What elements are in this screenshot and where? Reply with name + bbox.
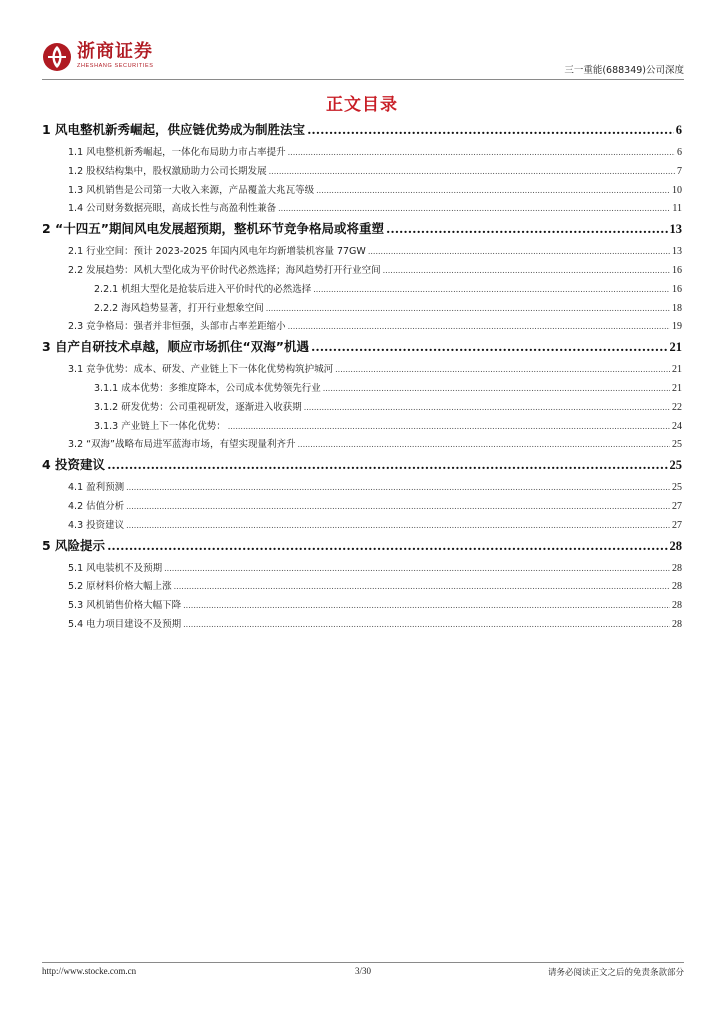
toc-entry-label: 3.1.1 成本优势：多维度降本，公司成本优势领先行业 bbox=[94, 382, 321, 394]
toc-entry-page: 13 bbox=[672, 246, 682, 258]
toc-entry-page: 28 bbox=[672, 618, 682, 630]
toc-leader-dots bbox=[307, 122, 674, 137]
disclaimer-note: 请务必阅读正文之后的免责条款部分 bbox=[547, 968, 684, 978]
toc-entry-page: 25 bbox=[672, 482, 682, 494]
toc-entry-label: 4.2 估值分析 bbox=[68, 500, 125, 512]
toc-leader-dots bbox=[316, 186, 670, 195]
toc-entry-page: 16 bbox=[672, 264, 682, 276]
toc-entry-page: 6 bbox=[677, 147, 682, 158]
toc-entry[interactable] bbox=[42, 436, 682, 455]
toc-entry-page: 16 bbox=[672, 283, 682, 295]
toc-leader-dots bbox=[297, 440, 670, 449]
toc-entry-label: 4 投资建议 bbox=[42, 457, 106, 473]
toc-entry-label: 1.3 风机销售是公司第一大收入来源，产品覆盖大兆瓦等级 bbox=[68, 184, 315, 196]
toc-entry-page: 25 bbox=[672, 439, 682, 451]
toc-entry-label: 2.3 竞争格局：强者并非恒强，头部市占率差距缩小 bbox=[68, 321, 286, 333]
toc-entry-page: 10 bbox=[672, 184, 682, 196]
toc-entry-label: 2 “十四五”期间风电发展超预期，整机环节竞争格局或将重塑 bbox=[42, 221, 384, 237]
toc-entry[interactable] bbox=[42, 219, 682, 243]
toc-leader-dots bbox=[126, 502, 670, 511]
toc-entry-label: 2.2.1 机组大型化是抢装后进入平价时代的必然选择 bbox=[94, 283, 312, 295]
toc-entry-label: 5.3 风机销售价格大幅下降 bbox=[68, 600, 182, 612]
table-of-contents bbox=[42, 120, 682, 635]
toc-entry-label: 5 风险提示 bbox=[42, 537, 106, 553]
toc-entry-page: 28 bbox=[672, 600, 682, 612]
header-divider bbox=[42, 79, 684, 80]
toc-entry-page: 27 bbox=[672, 519, 682, 531]
toc-entry-page: 18 bbox=[672, 302, 682, 314]
toc-leader-dots bbox=[288, 148, 675, 157]
toc-entry-label: 3 自产自研技术卓越，顺应市场抓住“双海”机遇 bbox=[42, 339, 309, 355]
toc-leader-dots bbox=[288, 322, 670, 331]
toc-leader-dots bbox=[174, 582, 670, 591]
toc-entry[interactable] bbox=[42, 418, 682, 437]
toc-entry-label: 5.4 电力项目建设不及预期 bbox=[68, 618, 182, 630]
toc-entry-page: 22 bbox=[672, 401, 682, 413]
toc-entry[interactable] bbox=[42, 243, 682, 262]
toc-entry-page: 21 bbox=[672, 364, 682, 376]
toc-entry[interactable] bbox=[42, 479, 682, 498]
toc-leader-dots bbox=[107, 538, 667, 553]
toc-entry-label: 2.1 行业空间：预计 2023-2025 年国内风电年均新增装机容量 77GW bbox=[68, 246, 366, 258]
toc-leader-dots bbox=[368, 247, 670, 256]
toc-entry-label: 3.1.3 产业链上下一体化优势： bbox=[94, 420, 226, 432]
toc-entry[interactable] bbox=[42, 380, 682, 399]
brand-name: 浙商证券 bbox=[77, 41, 153, 62]
toc-entry-label: 4.1 盈利预测 bbox=[68, 482, 125, 494]
toc-leader-dots bbox=[164, 564, 670, 573]
toc-entry-label: 5.1 风电装机不及预期 bbox=[68, 562, 163, 574]
toc-entry[interactable] bbox=[42, 300, 682, 319]
toc-entry-page: 21 bbox=[672, 382, 682, 394]
toc-entry[interactable] bbox=[42, 361, 682, 380]
toc-entry-label: 4.3 投资建议 bbox=[68, 519, 125, 531]
toc-entry[interactable] bbox=[42, 498, 682, 517]
toc-leader-dots bbox=[335, 365, 670, 374]
page-number: 3/30 bbox=[354, 966, 371, 976]
toc-leader-dots bbox=[126, 483, 670, 492]
toc-entry-label: 3.2 “双海”战略布局进军蓝海市场，有望实现量利齐升 bbox=[68, 439, 296, 451]
page-header bbox=[42, 42, 684, 82]
toc-title: 正文目录 bbox=[326, 95, 398, 115]
toc-entry[interactable] bbox=[42, 578, 682, 597]
toc-entry[interactable] bbox=[42, 455, 682, 479]
toc-leader-dots bbox=[266, 304, 670, 313]
toc-entry-page: 11 bbox=[672, 203, 682, 215]
toc-leader-dots bbox=[107, 457, 667, 472]
toc-entry[interactable] bbox=[42, 144, 682, 163]
toc-entry[interactable] bbox=[42, 182, 682, 201]
toc-entry-label: 2.2.2 海风趋势显著，打开行业想象空间 bbox=[94, 302, 264, 314]
footer-url[interactable]: http://www.stocke.com.cn bbox=[42, 966, 137, 976]
toc-leader-dots bbox=[383, 266, 670, 275]
toc-entry-label: 2.2 发展趋势：风机大型化成为平价时代必然选择；海风趋势打开行业空间 bbox=[68, 264, 381, 276]
toc-entry-page: 7 bbox=[677, 165, 682, 177]
footer-divider bbox=[42, 962, 684, 963]
toc-leader-dots bbox=[313, 285, 670, 294]
brand-name-en: ZHESHANG SECURITIES bbox=[77, 63, 154, 69]
toc-entry-label: 3.1.2 研发优势：公司重视研发，逐渐进入收获期 bbox=[94, 401, 302, 413]
toc-leader-dots bbox=[228, 422, 670, 431]
toc-leader-dots bbox=[126, 521, 670, 530]
toc-entry-label: 3.1 竞争优势：成本、研发、产业链上下一体化优势构筑护城河 bbox=[68, 364, 334, 376]
toc-entry-page: 28 bbox=[672, 562, 682, 574]
report-tag: 三一重能(688349)公司深度 bbox=[564, 65, 684, 76]
toc-entry[interactable] bbox=[42, 399, 682, 418]
toc-entry-page: 19 bbox=[672, 321, 682, 333]
toc-leader-dots bbox=[323, 384, 670, 393]
toc-entry[interactable] bbox=[42, 560, 682, 579]
toc-entry-page: 6 bbox=[675, 123, 682, 137]
toc-entry[interactable] bbox=[42, 597, 682, 616]
toc-entry[interactable] bbox=[42, 616, 682, 635]
toc-entry[interactable] bbox=[42, 517, 682, 536]
toc-entry-label: 1.2 股权结构集中，股权激励助力公司长期发展 bbox=[68, 165, 267, 177]
toc-entry-page: 28 bbox=[669, 538, 682, 553]
toc-entry-page: 25 bbox=[669, 458, 682, 473]
toc-entry-page: 28 bbox=[672, 581, 682, 593]
toc-leader-dots bbox=[311, 339, 668, 354]
toc-entry[interactable] bbox=[42, 536, 682, 560]
brand-logo bbox=[42, 42, 154, 72]
toc-entry[interactable] bbox=[42, 200, 682, 219]
toc-leader-dots bbox=[386, 221, 668, 236]
toc-leader-dots bbox=[278, 204, 670, 213]
toc-leader-dots bbox=[304, 403, 670, 412]
toc-entry[interactable] bbox=[42, 318, 682, 337]
toc-leader-dots bbox=[183, 601, 670, 610]
toc-entry[interactable] bbox=[42, 337, 682, 361]
toc-entry[interactable] bbox=[42, 120, 682, 144]
toc-entry[interactable] bbox=[42, 163, 682, 182]
toc-leader-dots bbox=[269, 167, 675, 176]
brand-logo-icon bbox=[42, 42, 72, 72]
toc-entry-label: 5.2 原材料价格大幅上涨 bbox=[68, 581, 172, 593]
toc-entry-label: 1.4 公司财务数据亮眼，高成长性与高盈利性兼备 bbox=[68, 203, 277, 215]
toc-entry-label: 1.1 风电整机新秀崛起，一体化布局助力市占率提升 bbox=[68, 147, 286, 158]
toc-entry-page: 13 bbox=[669, 222, 682, 237]
toc-entry-page: 27 bbox=[672, 500, 682, 512]
toc-entry-page: 24 bbox=[672, 420, 682, 432]
toc-entry[interactable] bbox=[42, 262, 682, 281]
toc-entry-page: 21 bbox=[669, 340, 682, 355]
toc-entry-label: 1 风电整机新秀崛起，供应链优势成为制胜法宝 bbox=[42, 122, 306, 137]
toc-leader-dots bbox=[183, 620, 670, 629]
toc-entry[interactable] bbox=[42, 281, 682, 300]
